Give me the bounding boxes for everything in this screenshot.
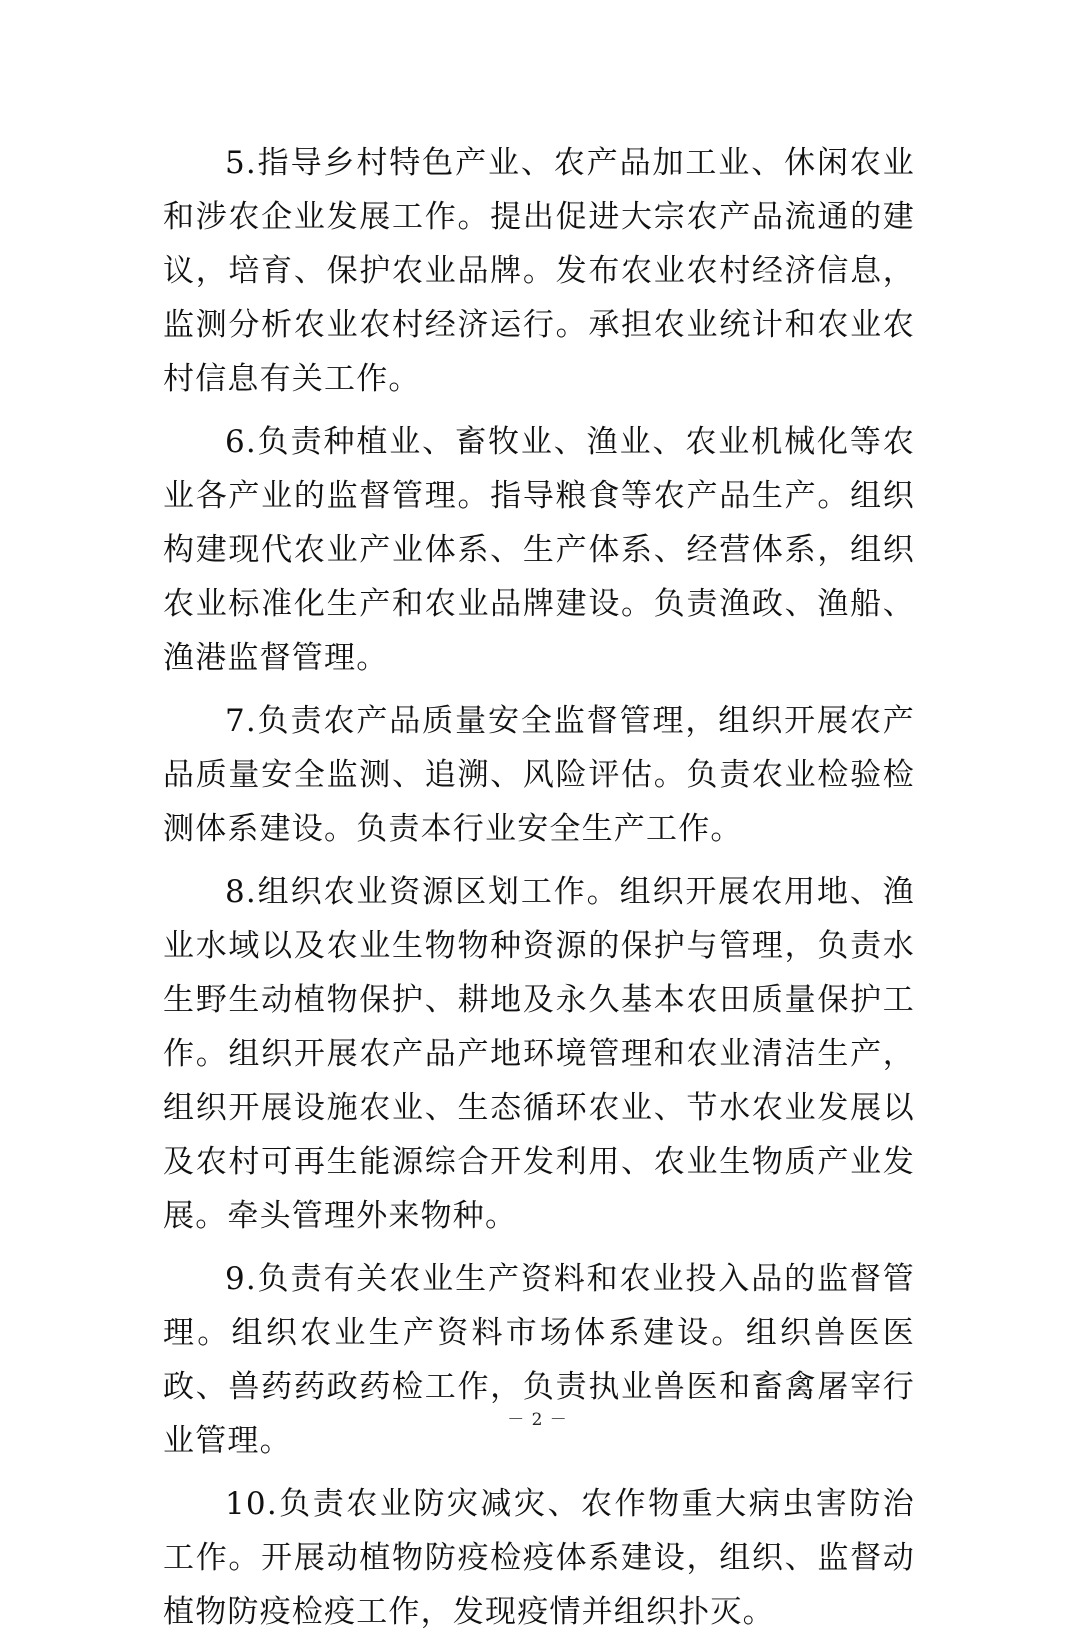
paragraph-item-8: 8.组织农业资源区划工作。组织开展农用地、渔业水域以及农业生物物种资源的保护与管理，负责水生野生动植物保护、耕地及永久基本农田质量保护工作。组织开展农产品产地环境管理和农业清洁生产，组织开展设施农业、生态循环农业、节水农业发展以及农村可再生能源综合开发利用、农业生物质产业发展。牵头管理外来物种。 — [163, 874, 915, 1234]
paragraph-item-9: 9.负责有关农业生产资料和农业投入品的监督管理。组织农业生产资料市场体系建设。组织兽医医政、兽药药政药检工作，负责执业兽医和畜禽屠宰行业管理。 — [163, 1261, 915, 1459]
paragraph-item-10: 10.负责农业防灾减灾、农作物重大病虫害防治工作。开展动植物防疫检疫体系建设，组织、监督动植物防疫检疫工作，发现疫情并组织扑灭。 — [163, 1486, 915, 1630]
paragraph-item-7: 7.负责农产品质量安全监督管理，组织开展农产品质量安全监测、追溯、风险评估。负责农业检验检测体系建设。负责本行业安全生产工作。 — [163, 703, 915, 847]
paragraph-item-5: 5.指导乡村特色产业、农产品加工业、休闲农业和涉农企业发展工作。提出促进大宗农产品流通的建议，培育、保护农业品牌。发布农业农村经济信息，监测分析农业农村经济运行。承担农业统计和农业农村信息有关工作。 — [163, 145, 915, 397]
page-number: － 2 － — [507, 1410, 568, 1430]
paragraph-item-6: 6.负责种植业、畜牧业、渔业、农业机械化等农业各产业的监督管理。指导粮食等农产品生产。组织构建现代农业产业体系、生产体系、经营体系，组织农业标准化生产和农业品牌建设。负责渔政、渔船、渔港监督管理。 — [163, 424, 915, 676]
